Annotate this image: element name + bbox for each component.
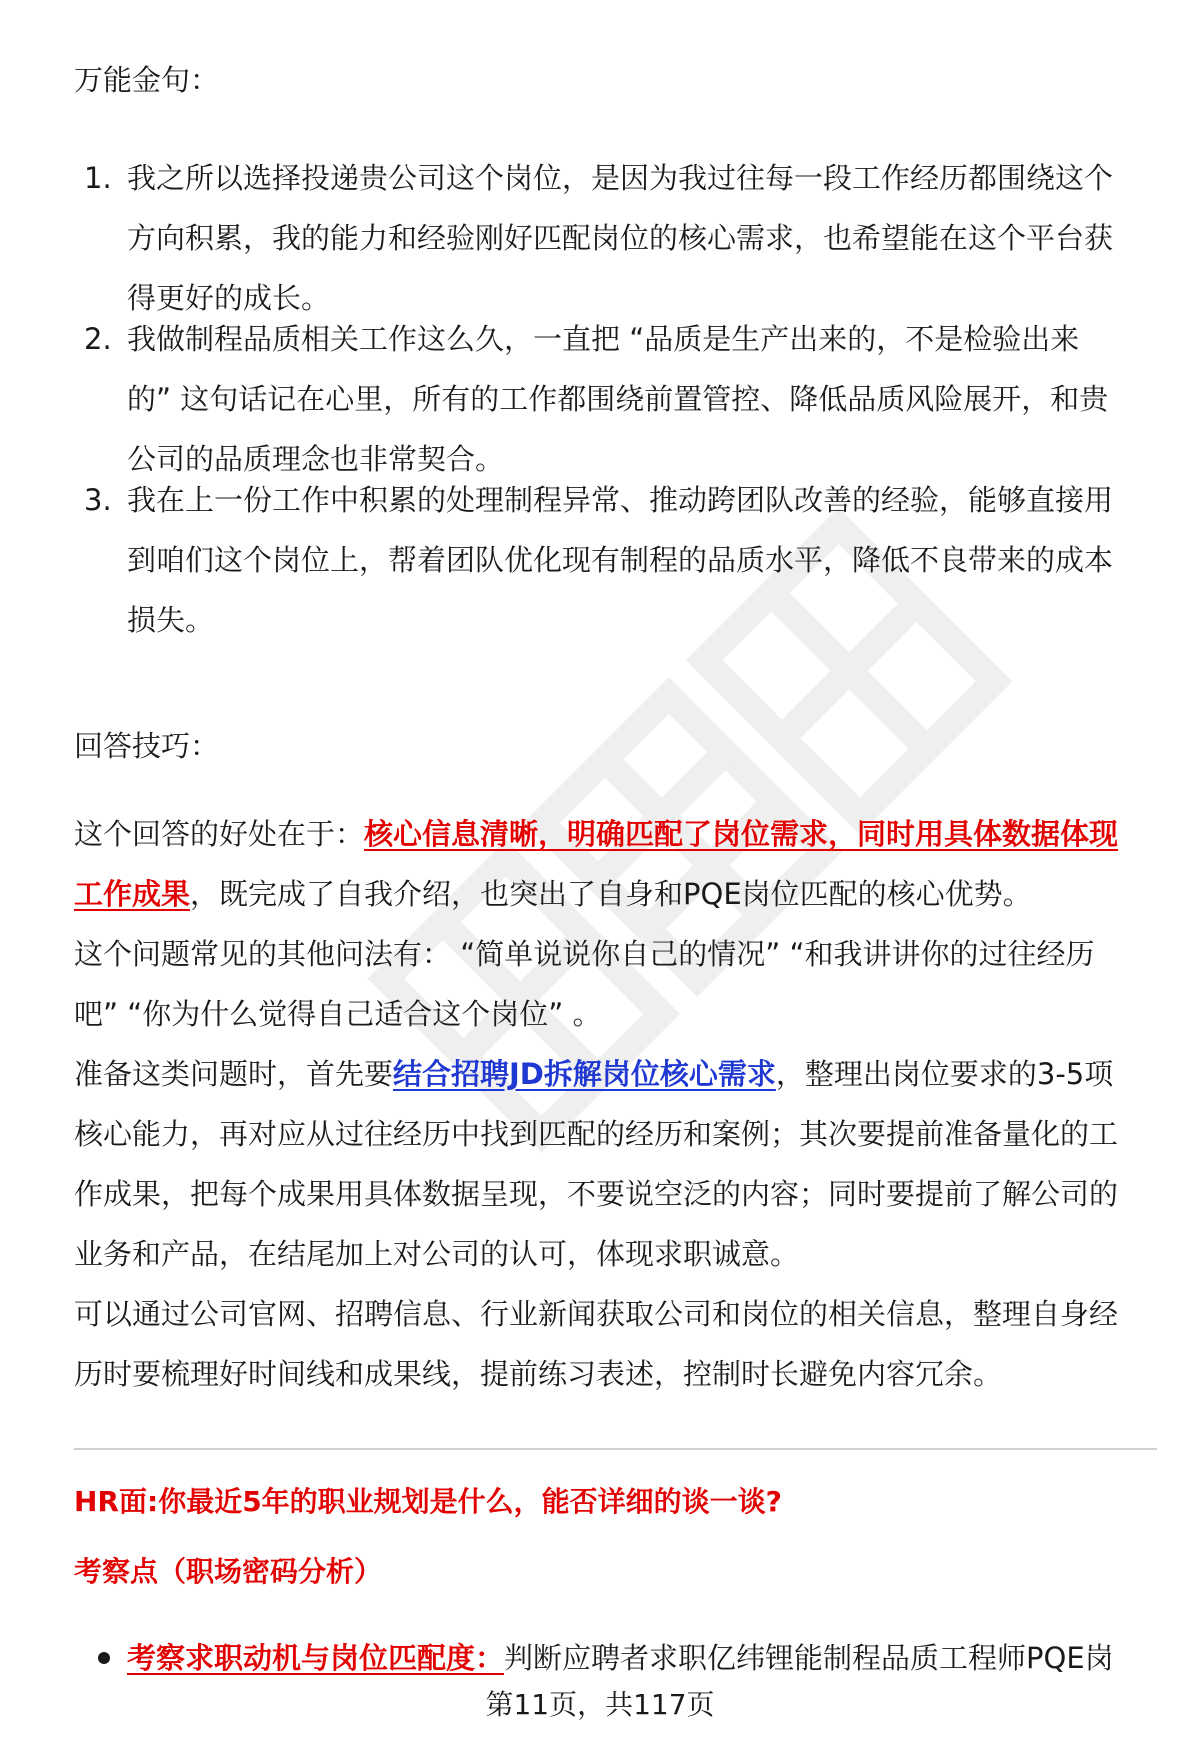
list-number: 1. [84, 161, 112, 195]
tips-paragraph-1-line-1 [74, 804, 1118, 864]
list-number: 2. [84, 322, 112, 356]
assessment-points-heading: 考察点（职场密码分析） [74, 1555, 383, 1588]
heading-answer-tips: 回答技巧： [74, 729, 220, 763]
bullet-item [127, 1628, 1114, 1688]
hr-question-heading: HR面:你最近5年的职业规划是什么，能否详细的谈一谈? [74, 1485, 782, 1518]
tips-paragraph-3-line-2: 核心能力，再对应从过往经历中找到匹配的经历和案例；其次要提前准备量化的工 [74, 1117, 1119, 1151]
tips-paragraph-4-line-2: 历时要梳理好时间线和成果线，提前练习表述，控制时长避免内容冗余。 [74, 1357, 1003, 1391]
text-line: 我做制程品质相关工作这么久，一直把 “品质是生产出来的，不是检验出来 [127, 322, 1080, 356]
text-span: 判断应聘者求职亿纬锂能制程品质工程师PQE岗 [504, 1641, 1114, 1675]
text-line: 得更好的成长。 [127, 281, 331, 315]
tips-paragraph-3-line-3: 作成果，把每个成果用具体数据呈现，不要说空泛的内容；同时要提前了解公司的 [74, 1177, 1119, 1211]
text-span: ，整理出岗位要求的3-5项 [775, 1057, 1114, 1091]
red-highlight: 工作成果 [74, 877, 191, 911]
section-divider [74, 1448, 1157, 1450]
list-item-text [127, 148, 1147, 328]
text-line: 的” 这句话记在心里，所有的工作都围绕前置管控、降低品质风险展开，和贵 [127, 382, 1109, 416]
tips-paragraph-1-line-2 [74, 864, 1032, 924]
tips-paragraph-2-line-2: 吧” “你为什么觉得自己适合这个岗位” 。 [74, 997, 602, 1031]
text-span: 这个回答的好处在于： [74, 817, 365, 851]
page-indicator: 第11页，共117页 [485, 1688, 715, 1721]
text-span: ，既完成了自我介绍，也突出了自身和PQE岗位匹配的核心优势。 [190, 877, 1032, 911]
bullet-dot-icon [98, 1652, 110, 1664]
text-line: 我之所以选择投递贵公司这个岗位，是因为我过往每一段工作经历都围绕这个 [127, 161, 1114, 195]
text-line: 我在上一份工作中积累的处理制程异常、推动跨团队改善的经验，能够直接用 [127, 483, 1114, 517]
text-line: 到咱们这个岗位上，帮着团队优化现有制程的品质水平，降低不良带来的成本 [127, 543, 1114, 577]
text-span: 准备这类问题时，首先要 [74, 1057, 394, 1091]
red-highlight: 核心信息清晰，明确匹配了岗位需求，同时用具体数据体现 [364, 817, 1119, 851]
tips-paragraph-3-line-4: 业务和产品，在结尾加上对公司的认可，体现求职诚意。 [74, 1237, 800, 1271]
list-item-text [127, 470, 1147, 650]
text-line: 方向积累，我的能力和经验刚好匹配岗位的核心需求，也希望能在这个平台获 [127, 221, 1114, 255]
red-highlight: 考察求职动机与岗位匹配度： [127, 1641, 505, 1675]
list-number: 3. [84, 483, 112, 517]
text-line: 损失。 [127, 603, 215, 637]
tips-paragraph-2-line-1: 这个问题常见的其他问法有： “简单说说你自己的情况” “和我讲讲你的过往经历 [74, 937, 1095, 971]
tips-paragraph-4-line-1: 可以通过公司官网、招聘信息、行业新闻获取公司和岗位的相关信息，整理自身经 [74, 1297, 1119, 1331]
tips-paragraph-3-line-1 [74, 1044, 1113, 1104]
text-line: 公司的品质理念也非常契合。 [127, 442, 505, 476]
heading-universal-phrases: 万能金句： [74, 63, 220, 97]
list-item-text [127, 309, 1147, 489]
blue-highlight: 结合招聘JD拆解岗位核心需求 [393, 1057, 776, 1091]
